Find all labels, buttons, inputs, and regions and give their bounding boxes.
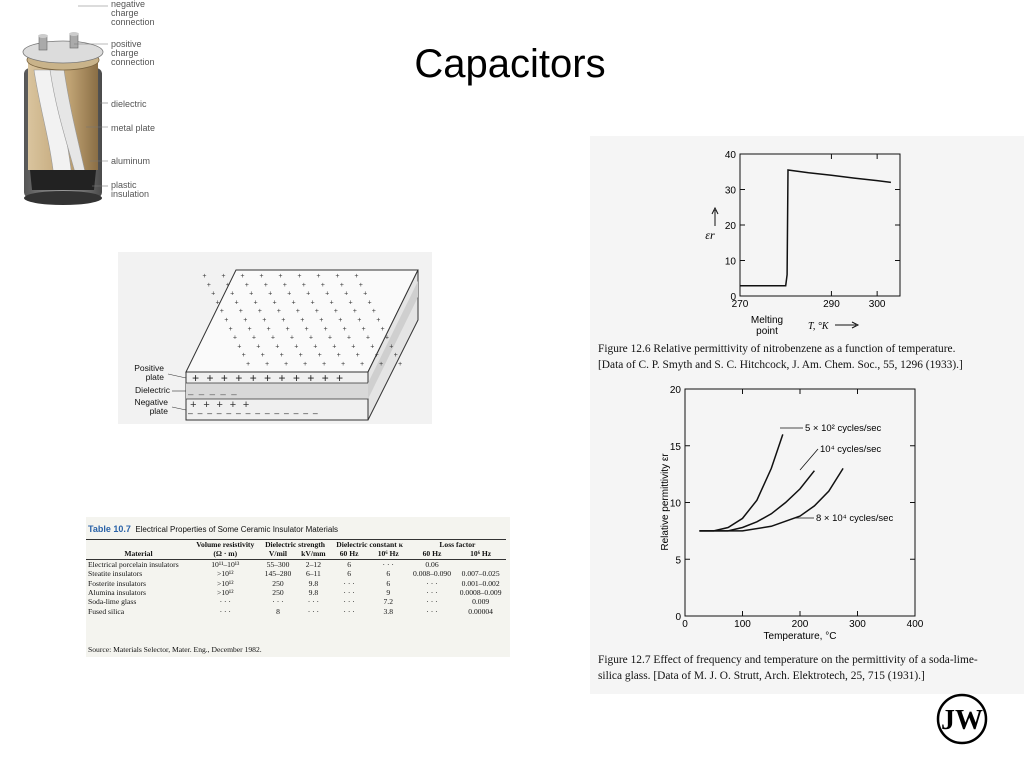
x-tick-label: 400: [906, 619, 924, 630]
wiley-logo: [935, 692, 989, 746]
table-row: [86, 579, 506, 588]
plus-charge-mark: +: [206, 281, 211, 290]
figure-12-6-chart: [590, 136, 1024, 341]
plus-charge-mark: +: [338, 317, 343, 325]
plus-charge-mark: +: [246, 361, 251, 369]
plus-charge-mark: +: [215, 299, 220, 308]
table-cell: 0.001–0.002: [461, 578, 500, 588]
plus-charge-mark: +: [374, 352, 379, 361]
y-tick-label: 5: [675, 555, 681, 567]
y-tick-label: 40: [724, 150, 736, 161]
x-tick-label: 200: [791, 619, 809, 630]
table-cell: · · ·: [343, 597, 355, 607]
plus-charge-mark: +: [298, 352, 303, 361]
table-cell: · · ·: [219, 606, 231, 616]
label-plastic-insulation: plastic insulation: [111, 180, 150, 199]
x-tick-label: 270: [731, 299, 749, 310]
table-cell: >10¹²: [217, 569, 234, 579]
plus-charge-mark: +: [329, 299, 334, 308]
table-cell: 0.06: [425, 559, 439, 569]
col-resistivity-label: Volume resistivity: [196, 540, 255, 549]
table-cell: · · ·: [426, 578, 438, 588]
label-dielectric: dielectric: [111, 99, 147, 109]
table-cell: 0.007–0.025: [461, 569, 500, 579]
plus-charge-mark: +: [297, 273, 302, 281]
plus-charge-mark: +: [257, 308, 263, 317]
table-cell: · · ·: [307, 606, 320, 616]
table-cell: Alumina insulators: [88, 588, 147, 598]
plus-charge-mark: +: [319, 317, 324, 325]
label-aluminum: aluminum: [111, 156, 151, 166]
logo-letters: JW: [941, 705, 983, 736]
plus-charge-mark: +: [238, 308, 244, 317]
table-body: [86, 559, 506, 616]
y-tick-label: 20: [724, 221, 736, 232]
ceramic-properties-table: [86, 517, 510, 657]
svg-text:— — — — — — — — — — — — — —: — — — — — — — — — — — — — —: [188, 410, 318, 419]
plus-charge-mark: +: [266, 325, 271, 334]
svg-text:+ + + + +: + + + + +: [190, 400, 250, 412]
plus-charge-mark: +: [225, 281, 230, 290]
plus-charge-mark: +: [265, 361, 270, 369]
table-cell: Electrical porcelain insulators: [88, 559, 179, 569]
series-label: 10⁴ cycles/sec: [820, 444, 882, 455]
plus-charge-mark: +: [244, 281, 249, 290]
plus-charge-mark: +: [249, 290, 254, 299]
plus-charge-mark: +: [256, 343, 261, 352]
x-axis-label: Temperature, °C: [763, 631, 837, 642]
table-cell: 9.8: [308, 588, 319, 598]
plus-charge-mark: +: [327, 334, 333, 343]
plus-charge-mark: +: [393, 352, 398, 361]
plus-charge-mark: +: [285, 325, 290, 334]
plus-charge-mark: +: [306, 290, 311, 299]
table-caption: [88, 524, 338, 534]
table-cell: 2–12: [305, 559, 321, 569]
table-cell: 9: [386, 588, 391, 598]
x-tick-label: 300: [868, 299, 886, 310]
plus-charge-mark: +: [282, 281, 287, 290]
plus-charge-mark: +: [219, 308, 225, 317]
table-row: [86, 569, 506, 578]
plus-charge-mark: +: [367, 299, 372, 308]
table-cell: Steatite insulators: [88, 569, 143, 579]
table-cell: · · ·: [272, 597, 284, 607]
plus-charge-mark: +: [335, 273, 340, 281]
plus-charge-mark: +: [398, 361, 403, 369]
plus-charge-mark: +: [300, 317, 305, 325]
plus-charge-mark: +: [240, 273, 245, 281]
plus-charge-mark: +: [355, 352, 360, 361]
table-row: [86, 597, 506, 606]
plus-charge-mark: +: [316, 273, 321, 281]
plus-charge-mark: +: [320, 281, 325, 290]
x-tick-label: 0: [682, 619, 688, 630]
plus-charge-mark: +: [389, 343, 394, 352]
plus-charge-mark: +: [323, 325, 328, 334]
plus-charge-mark: +: [365, 334, 371, 343]
plus-charge-mark: +: [262, 317, 267, 325]
plus-charge-mark: +: [333, 308, 339, 317]
table-cell: · · ·: [219, 597, 231, 607]
table-number: Table 10.7: [88, 524, 131, 534]
plus-charge-mark: +: [287, 290, 292, 299]
label-dielectric-layer: Dielectric: [135, 385, 170, 395]
plus-charge-mark: +: [291, 299, 296, 308]
table-cell: · · ·: [382, 559, 394, 569]
col-resistivity-unit: (Ω · m): [213, 549, 238, 559]
plus-charge-mark: +: [230, 290, 235, 299]
plus-charge-mark: +: [279, 352, 284, 361]
col-vmil: V/mil: [268, 549, 288, 559]
table-cell: 145–280: [264, 569, 292, 579]
plus-charge-mark: +: [376, 317, 381, 325]
table-cell: · · ·: [307, 597, 320, 607]
plus-charge-mark: +: [268, 290, 273, 299]
table-cell: · · ·: [343, 606, 355, 616]
plus-charge-mark: +: [301, 281, 306, 290]
y-tick-label: 0: [675, 612, 681, 623]
figure-12-6-caption-line1: Figure 12.6 Relative permittivity of nitrobenzene as a function of temperature.: [598, 343, 956, 355]
plus-charge-mark: +: [253, 299, 258, 308]
plus-charge-mark: +: [224, 317, 229, 325]
col-kvmm: kV/mm: [301, 549, 326, 559]
plus-charge-mark: +: [344, 290, 349, 299]
wiley-logo-mark: [935, 692, 989, 746]
y-tick-label: 20: [669, 385, 681, 396]
melting-point-label: Melting: [750, 315, 784, 326]
label-negative-plate: Negative plate: [134, 397, 168, 416]
plus-charge-mark: +: [272, 299, 277, 308]
svg-text:— — — — —: — — — — —: [188, 390, 237, 400]
table-cell: 6: [386, 578, 391, 588]
figure-12-7-chart: [590, 384, 1024, 646]
table-source: Source: Materials Selector, Mater. Eng., December 1982.: [88, 645, 262, 654]
plus-charge-mark: +: [357, 317, 362, 325]
series-label: 8 × 10⁴ cycles/sec: [816, 513, 894, 524]
table-cell: · · ·: [426, 597, 438, 607]
series-label: 5 × 10² cycles/sec: [805, 423, 882, 434]
slide-title: Capacitors: [414, 42, 606, 86]
plus-charge-mark: +: [348, 299, 353, 308]
plus-charge-mark: +: [263, 281, 268, 290]
plus-charge-mark: +: [380, 325, 385, 334]
plus-charge-mark: +: [341, 361, 346, 369]
plus-charge-mark: +: [247, 325, 252, 334]
table-row: [86, 588, 506, 597]
col-constant-60hz: 60 Hz: [339, 549, 359, 559]
plus-charge-mark: +: [232, 334, 238, 343]
series-line-0: [740, 170, 891, 286]
table-cell: 6–11: [305, 569, 321, 579]
plus-charge-mark: +: [260, 352, 265, 361]
table-cell: Fused silica: [88, 606, 125, 616]
table-cell: 8: [276, 606, 280, 616]
plus-charge-mark: +: [308, 334, 314, 343]
table-cell: · · ·: [426, 606, 438, 616]
plus-charge-mark: +: [284, 361, 289, 369]
plus-charge-mark: +: [275, 343, 280, 352]
series-line-0: [699, 434, 782, 531]
plus-charge-mark: +: [352, 308, 358, 317]
y-tick-label: 15: [669, 441, 681, 453]
plus-charge-mark: +: [259, 273, 264, 281]
figure-12-6: [590, 136, 1024, 384]
table-row: [86, 559, 506, 569]
col-loss-106hz: 10⁶ Hz: [470, 549, 492, 559]
capacitor-illustration: [20, 0, 165, 205]
table-cell: 6: [386, 569, 391, 579]
plus-charge-mark: +: [317, 352, 322, 361]
table-cell: 250: [272, 588, 284, 598]
table-cell: >10¹²: [217, 588, 234, 598]
table-cell: >10¹²: [217, 578, 234, 588]
table-caption-text: Electrical Properties of Some Ceramic Insulator Materials: [135, 525, 339, 534]
table-cell: 0.0008–0.009: [459, 588, 502, 598]
col-loss-60hz: 60 Hz: [422, 549, 442, 559]
table-cell: 7.2: [383, 597, 393, 607]
table-cell: 6: [347, 559, 352, 569]
table-cell: 55–300: [266, 559, 290, 569]
figure-12-6-caption-line2: [Data of C. P. Smyth and S. C. Hitchcock, J. Am. Chem. Soc., 55, 1296 (1933).]: [598, 359, 963, 371]
plus-charge-mark: +: [361, 325, 366, 334]
plus-charge-mark: +: [370, 343, 375, 352]
table-cell: · · ·: [426, 588, 438, 598]
col-dielectric-constant: Dielectric constant κ: [336, 540, 403, 549]
table-cell: · · ·: [343, 588, 355, 598]
plot-frame: [740, 154, 900, 296]
svg-text:+ + + + + + + + + + +: + + + + + + + + + + +: [192, 372, 344, 386]
plus-charge-mark: +: [322, 361, 327, 369]
table-cell: 10¹¹–10¹³: [211, 559, 240, 569]
plus-charge-mark: +: [228, 325, 233, 334]
plus-charge-mark: +: [294, 343, 299, 352]
plus-charge-mark: +: [379, 361, 384, 369]
plus-charge-mark: +: [278, 273, 283, 281]
y-tick-label: 0: [730, 292, 736, 303]
plus-charge-mark: +: [289, 334, 295, 343]
table-cell: 0.009: [472, 597, 490, 607]
plus-charge-mark: +: [313, 343, 318, 352]
figure-12-7: [590, 384, 1024, 694]
figure-12-7-caption-line1: Figure 12.7 Effect of frequency and temperature on the permittivity of a soda-lime-: [598, 654, 978, 666]
plus-charge-mark: +: [363, 290, 368, 299]
plus-charge-mark: +: [221, 273, 226, 281]
plus-charge-mark: +: [346, 334, 352, 343]
plus-charge-mark: +: [371, 308, 377, 317]
table-cell: 0.008–0.090: [413, 569, 451, 579]
plus-charge-mark: +: [332, 343, 337, 352]
plus-charge-mark: +: [325, 290, 330, 299]
plus-charge-mark: +: [251, 334, 257, 343]
plus-charge-mark: +: [358, 281, 363, 290]
y-tick-label: 10: [724, 256, 736, 268]
melting-point-label-2: point: [756, 326, 778, 337]
table-cell: 250: [272, 578, 284, 588]
parallel-plate-illustration: [118, 252, 432, 424]
plus-charge-mark: +: [314, 308, 320, 317]
label-negative-charge-connection: negative charge connection: [111, 0, 155, 27]
plus-charge-mark: +: [336, 352, 341, 361]
x-tick-label: 300: [849, 619, 866, 630]
table-cell: 3.8: [383, 606, 393, 616]
x-tick-label: 290: [823, 299, 840, 310]
table-cell: · · ·: [343, 578, 355, 588]
plus-charge-mark: +: [237, 343, 242, 352]
plus-charge-mark: +: [243, 317, 248, 325]
plus-charge-mark: +: [295, 308, 301, 317]
plus-charge-mark: +: [384, 334, 390, 343]
label-positive-plate: Positive plate: [134, 363, 164, 382]
table-grid: [86, 539, 506, 616]
plus-charge-mark: +: [234, 299, 239, 308]
y-axis-label: εr: [705, 228, 715, 242]
x-axis-label: T, °K: [808, 321, 829, 332]
plus-charge-mark: +: [354, 273, 359, 281]
plus-charge-mark: +: [281, 317, 286, 325]
figure-12-7-caption-line2: silica glass. [Data of M. J. O. Strutt, Arch. Elektrotech, 25, 715 (1931).]: [598, 670, 925, 682]
label-metal-plate: metal plate: [111, 123, 156, 133]
plus-charge-mark: +: [339, 281, 344, 290]
plus-charge-mark: +: [360, 361, 365, 369]
table-cell: [455, 559, 506, 569]
table-cell: 0.00004: [468, 606, 493, 616]
table-cell: Soda-lime glass: [88, 597, 137, 607]
plus-charge-mark: +: [241, 352, 246, 361]
col-loss-factor: Loss factor: [439, 540, 476, 549]
table-cell: 9.8: [308, 578, 319, 588]
plus-charge-mark: +: [211, 290, 216, 299]
label-positive-charge-connection: positive charge connection: [111, 39, 155, 67]
y-axis-label: Relative permittivity εr: [660, 453, 671, 551]
plus-charge-mark: +: [303, 361, 308, 369]
col-resistivity: [191, 540, 260, 560]
series-label-leader: [800, 449, 818, 470]
plus-charge-mark: +: [270, 334, 276, 343]
plus-charge-mark: +: [304, 325, 309, 334]
y-tick-label: 30: [724, 185, 736, 197]
table-cell: 6: [347, 569, 352, 579]
col-material: Material: [124, 549, 153, 559]
table-row: [86, 607, 506, 616]
x-tick-label: 100: [734, 619, 751, 630]
plus-charge-mark: +: [202, 273, 207, 281]
plus-charge-mark: +: [276, 308, 282, 317]
table-cell: Fosterite insulators: [88, 578, 147, 588]
col-dielectric-strength: Dielectric strength: [265, 540, 326, 549]
col-constant-106hz: 10⁶ Hz: [377, 549, 399, 559]
plus-charge-mark: +: [342, 325, 347, 334]
plus-charge-mark: +: [351, 343, 356, 352]
y-tick-label: 10: [669, 498, 681, 510]
plus-charge-mark: +: [310, 299, 315, 308]
